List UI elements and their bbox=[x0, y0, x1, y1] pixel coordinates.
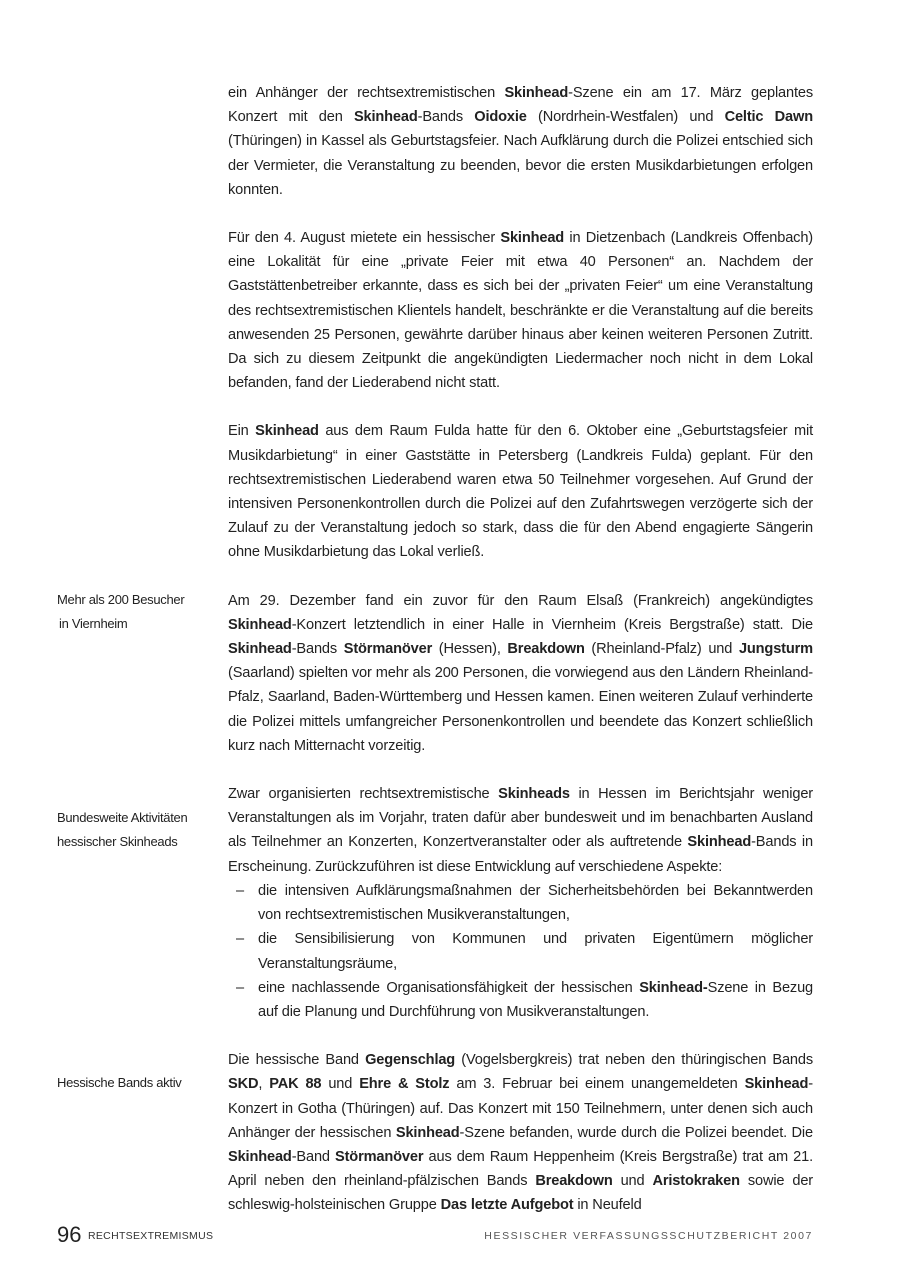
margin-note-line: Hessische Bands aktiv bbox=[57, 1075, 182, 1090]
bold-term: SKD bbox=[228, 1076, 259, 1093]
margin-note-line: Bundesweite Aktivitäten bbox=[57, 810, 188, 825]
bold-term: Breakdown bbox=[507, 641, 585, 658]
page-number: 96 bbox=[57, 1222, 82, 1247]
bold-term: Skinhead bbox=[500, 230, 565, 247]
margin-note-line: Mehr als 200 Besucher bbox=[57, 592, 185, 607]
bold-term: PAK 88 bbox=[269, 1076, 322, 1093]
margin-note-viernheim bbox=[57, 588, 217, 636]
bold-term: Jungsturm bbox=[738, 641, 813, 658]
page-footer bbox=[57, 1222, 813, 1252]
aspect-list bbox=[228, 879, 813, 1024]
paragraph: Am 29. Dezember fand ein zuvor für den Raum Elsaß (Frankreich) angekündigtes Skinhead-Konzert letztendlich in einer Halle in Viernheim (Kreis Bergstraße) statt. Die Skinhead-Bands Störmanöver (Hessen), Breakdown (Rheinland-Pfalz) und Jungsturm (Saarland) spielten vor mehr als 200 Personen, die vorwiegend aus den Ländern Rheinland-Pfalz, Saarland, Baden-Württemberg und Hessen kamen. Einen weiteren Zulauf verhinderte die Polizei mittels umfangreicher Personenkontrollen und beendete das Konzert schließlich kurz nach Mitternacht vorzeitig. bbox=[228, 592, 813, 754]
margin-note-line: hessischer Skinheads bbox=[57, 834, 178, 849]
section-label: RECHTSEXTREMISMUS bbox=[88, 1230, 214, 1242]
bold-term: Skinhead bbox=[687, 834, 752, 851]
bold-term: Störmanöver bbox=[335, 1148, 424, 1165]
list-item: – die Sensibilisierung von Kommunen und privaten Eigentümern möglicher Veranstaltungsräume, bbox=[228, 927, 813, 975]
bold-term: Aristokraken bbox=[652, 1173, 740, 1190]
bold-term: Skinhead bbox=[255, 423, 319, 440]
bold-term: Skinheads bbox=[498, 786, 570, 803]
paragraph: Zwar organisierten rechtsextremistische Skinheads in Hessen im Berichtsjahr weniger Veranstaltungen als im Vorjahr, traten dafür aber bundesweit und im benachbarten Ausland als Teilnehmer an Konzerten, Konzertveranstalter oder als auftretende Skinhead-Bands in Erscheinung. Zurückzuführen ist diese Entwicklung auf verschiedene Aspekte: bbox=[228, 786, 814, 875]
bold-term: Störmanöver bbox=[343, 641, 433, 658]
bold-term: Skinhead bbox=[504, 85, 569, 101]
bold-term: Celtic Dawn bbox=[724, 109, 813, 126]
bold-term: Skinhead bbox=[395, 1124, 460, 1141]
report-title: HESSISCHER VERFASSUNGSSCHUTZBERICHT 2007 bbox=[484, 1230, 813, 1242]
paragraph: Die hessische Band Gegenschlag (Vogelsbergkreis) trat neben den thüringischen Bands SKD, PAK 88 und Ehre & Stolz am 3. Februar bei einem unangemeldeten Skinhead-Konzert in Gotha (Thüringen) auf. Das Konzert mit 150 Teilnehmern, unter denen sich auch Anhänger der hessischen Skinhead-Szene befanden, wurde durch die Polizei beendet. Die Skinhead-Band Störmanöver aus dem Raum Heppenheim (Kreis Bergstraße) trat am 21. April neben den rheinland-pfälzischen Bands Breakdown und Aristokraken sowie der schleswig-holsteinischen Gruppe Das letzte Aufgebot in Neufeld bbox=[228, 1052, 813, 1214]
paragraph: ein Anhänger der rechtsextremistischen Skinhead-Szene ein am 17. März geplantes Konzert mit den Skinhead-Bands Oidoxie (Nordrhein-Westfalen) und Celtic Dawn (Thüringen) in Kassel als Geburtstagsfeier. Nach Aufklärung durch die Polizei entschied sich der Vermieter, die Veranstaltung zu beenden, bevor die ersten Musikdarbietungen erfolgen konnten. bbox=[228, 85, 813, 198]
main-text-column bbox=[228, 81, 813, 1242]
bold-term: Skinhead bbox=[228, 641, 292, 658]
bold-term: Gegenschlag bbox=[365, 1052, 456, 1069]
bold-term: Skinhead bbox=[228, 616, 292, 633]
bold-term: Ehre & Stolz bbox=[359, 1076, 450, 1093]
list-item: – die intensiven Aufklärungsmaßnahmen der Sicherheitsbehörden bei Bekanntwerden von rechtsextremistischen Musikveranstaltungen, bbox=[228, 879, 813, 927]
bold-term: Skinhead bbox=[353, 109, 418, 126]
paragraph: Für den 4. August mietete ein hessischer Skinhead in Dietzenbach (Landkreis Offenbach) eine Lokalität für eine „private Feier mit etwa 40 Personen“ an. Nachdem der Gaststättenbetreiber erkannte, dass es sich bei der „privaten Feier“ um eine Veranstaltung des rechtsextremistischen Klientels handelt, beschränkte er die Veranstaltung auf die bereits anwesenden 25 Personen, gewährte darüber hinaus aber keinen weiteren Personen Zutritt. Da sich zu diesem Zeitpunkt die angekündigten Liedermacher noch nicht in dem Lokal befanden, fand der Liederabend nicht statt. bbox=[228, 230, 814, 392]
bold-term: Skinhead- bbox=[639, 979, 708, 996]
bold-term: Oidoxie bbox=[474, 109, 527, 126]
margin-note-line: in Viernheim bbox=[59, 616, 128, 631]
margin-note-hessische-bands bbox=[57, 1071, 217, 1095]
bold-term: Skinhead bbox=[228, 1148, 292, 1165]
paragraph: Ein Skinhead aus dem Raum Fulda hatte für den 6. Oktober eine „Geburtstagsfeier mit Musikdarbietung“ in einer Gaststätte in Petersberg (Landkreis Fulda) geplant. Für den rechtsextremistischen Liederabend waren etwa 50 Teilnehmer vorgesehen. Auf Grund der intensiven Personenkontrollen durch die Polizei auf den Zufahrtswegen verzögerte sich der Zulauf zu der Veranstaltung jedoch so stark, dass die für den Abend engagierte Sängerin ohne Musikdarbietung das Lokal verließ. bbox=[228, 423, 813, 561]
margin-note-bundesweit bbox=[57, 806, 217, 854]
bold-term: Skinhead bbox=[744, 1076, 809, 1093]
bold-term: Das letzte Aufgebot bbox=[440, 1197, 574, 1214]
list-item: – eine nachlassende Organisationsfähigkeit der hessischen Skinhead-Szene in Bezug auf die Planung und Durchführung von Musikveranstaltungen. bbox=[228, 976, 813, 1024]
bold-term: Breakdown bbox=[535, 1173, 613, 1190]
paragraph-with-list bbox=[228, 782, 813, 1024]
